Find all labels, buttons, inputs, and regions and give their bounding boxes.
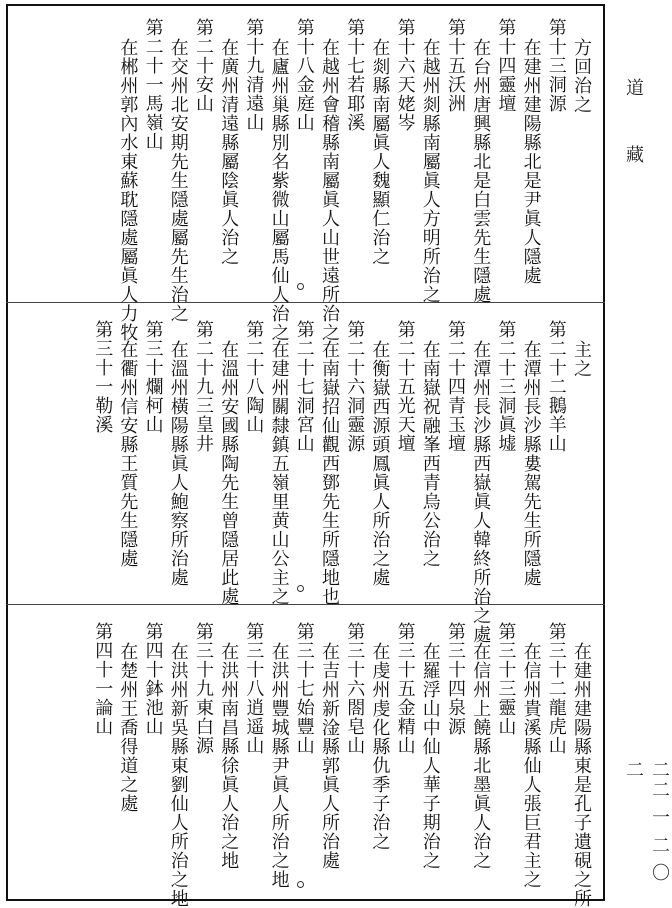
text-column-entry: 在信州上饒縣北墨眞人治之: [470, 642, 492, 870]
text-column-entry: 在南嶽招仙觀西鄧先生所隱地也: [319, 340, 340, 606]
panel-mark-circle: [297, 881, 304, 888]
text-panel-top: [8, 4, 603, 342]
text-column-heading: 第十七若耶溪: [344, 18, 366, 132]
text-column-heading: 第三十七始豐山: [293, 622, 315, 755]
panel-divider: [6, 302, 605, 303]
text-column-heading: 第十八金庭山: [293, 18, 315, 132]
text-column-entry: 在交州北安期先生隱處屬先生治之: [167, 38, 189, 323]
text-column-entry: 在吉州新淦縣郭眞人所治處: [319, 642, 340, 870]
text-column-entry: 在衢州信安縣王質先生隱處: [117, 340, 139, 568]
text-column-heading: 第十六天姥岑: [394, 18, 416, 132]
text-column-entry: 主之: [571, 340, 592, 378]
margin-label-zang: 藏: [623, 145, 644, 163]
text-column-heading: 第十三洞源: [545, 18, 567, 113]
text-column-heading: 第二十五光天壇: [394, 320, 416, 453]
text-column-heading: 第三十一勒溪: [92, 320, 114, 434]
text-column-heading: 第二十七洞宮山: [293, 320, 315, 453]
text-column-heading: 第二十九三皇井: [193, 320, 214, 453]
text-column-entry: 在洪州新吳縣東劉仙人所治之地: [167, 642, 189, 908]
text-column-heading: 第十五沃洲: [445, 18, 466, 113]
text-column-entry: 在南嶽祝融峯西青烏公治之: [419, 340, 441, 568]
text-column-heading: 第二十三洞眞墟: [495, 320, 517, 453]
text-column-entry: 方回治之: [571, 38, 592, 114]
page-number: 二二 一 二 〇 二: [623, 760, 670, 884]
margin-label-dao: 道: [623, 78, 644, 96]
text-column-heading: 第三十爛柯山: [142, 320, 164, 434]
text-column-heading: 第三十三靈山: [495, 622, 517, 736]
text-column-heading: 第三十二龍虎山: [545, 622, 567, 755]
text-column-entry: 在建州建陽縣北是尹眞人隱處: [520, 38, 542, 285]
text-column-heading: 第十九清遠山: [243, 18, 265, 132]
text-column-heading: 第二十六洞靈源: [344, 320, 366, 453]
text-column-heading: 第三十九東白源: [193, 622, 214, 755]
text-column-entry: 在虔州虔化縣仇季子治之: [369, 642, 391, 851]
text-column-heading: 第二十八陶山: [243, 320, 265, 434]
text-column-entry: 在衡嶽西源頭鳳眞人所治之處: [369, 340, 391, 587]
text-column-entry: 在建州建陽縣東是孔子遺硯之所: [571, 642, 592, 908]
text-column-entry: 在洪州豐城縣尹眞人所治之地: [268, 642, 290, 889]
text-column-heading: 第四十鉢池山: [142, 622, 164, 736]
text-panel-middle: [8, 306, 603, 644]
text-column-heading: 第十四靈壇: [495, 18, 517, 113]
text-column-heading: 第二十一馬嶺山: [142, 18, 164, 151]
text-column-heading: 第三十五金精山: [394, 622, 416, 755]
text-column-entry: 在溫州安國縣陶先生曾隱居此處: [218, 340, 240, 606]
text-column-entry: 在剡縣南屬眞人魏顯仁治之: [369, 38, 391, 266]
text-column-entry: 在台州唐興縣北是白雲先生隱處: [470, 38, 492, 304]
panel-divider: [6, 604, 605, 605]
text-column-heading: 第二十四青玉壇: [445, 320, 466, 453]
text-column-entry: 在越州剡縣南屬眞人方明所治之: [419, 38, 441, 304]
text-column-entry: 在羅浮山中仙人華子期治之: [419, 642, 441, 870]
text-column-heading: 第三十八逍遥山: [243, 622, 265, 755]
text-column-entry: 在信州貴溪縣仙人張巨君主之: [520, 642, 542, 889]
text-column-entry: 在建州關隸鎮五嶺里黄山公主之: [268, 340, 290, 606]
text-column-entry: 在潭州長沙縣西嶽眞人韓終所治之處: [470, 340, 492, 644]
text-column-heading: 第三十四泉源: [445, 622, 466, 736]
text-column-entry: 在越州會稽縣南屬眞人山世遠所治之: [319, 38, 340, 342]
text-column-entry: 在洪州南昌縣徐眞人治之地: [218, 642, 240, 870]
text-column-heading: 第二十二鵝羊山: [545, 320, 567, 453]
text-column-heading: 第三十六閤皂山: [344, 622, 366, 755]
text-column-heading: 第二十安山: [193, 18, 214, 113]
text-column-entry: 在潭州長沙縣婁駕先生所隱處: [520, 340, 542, 587]
panel-mark-circle: [297, 283, 304, 290]
text-column-heading: 第四十一論山: [92, 622, 114, 736]
text-column-entry: 在廣州清遠縣屬陰眞人治之: [218, 38, 240, 266]
text-column-entry: 在楚州王喬得道之處: [117, 642, 139, 813]
text-panel-bottom: [8, 608, 603, 908]
text-column-entry: 在溫州橫陽縣眞人鮑察所治處: [167, 340, 189, 587]
panel-mark-circle: [297, 585, 304, 592]
text-column-entry: 在廬州巢縣別名紫微山屬馬仙人治之: [268, 38, 290, 342]
text-column-entry: 在郴州郭內水東蘇耽隱處屬眞人力牧: [117, 38, 139, 342]
